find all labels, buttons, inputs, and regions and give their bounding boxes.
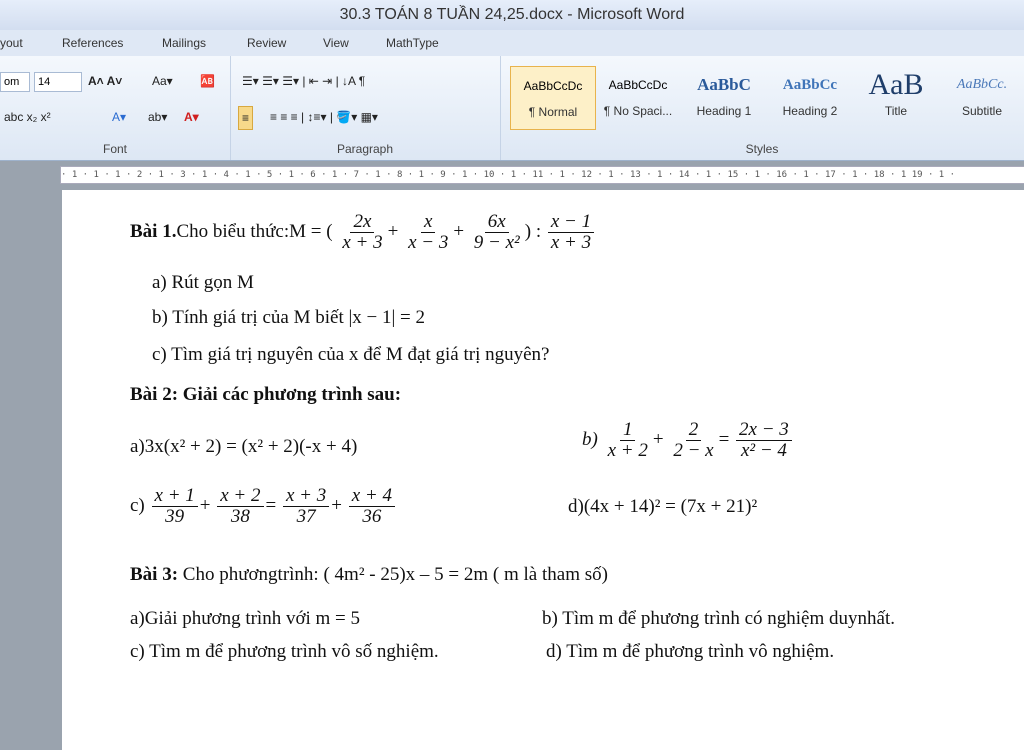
tab-mathtype[interactable]: MathType [386, 36, 439, 50]
styles-group [500, 56, 1024, 160]
bai3-line [130, 564, 608, 586]
fraction: $\frac{2x - 3}{\text{x² − 4}}$ [736, 420, 792, 461]
bai2-c: c) $\frac{x + 1}{39}$ + $\frac{x + 2}{38}$ = $\frac{x + 3}{37}$ + $\frac{x + 4}{36}$ [130, 486, 397, 527]
change-case-button[interactable]: Aa▾ [152, 74, 173, 88]
fraction: $\frac{x}{x - 3}$ [408, 211, 449, 253]
bai1-line: Bài 1.Cho biểu thức:M = ( $\frac{2x}{x + 3}$ + $\frac{x}{x - 3}$ + $\frac{6x}{\text{9 − x²}}$ ) : $\frac{x - 1}{x + 3}$ [130, 212, 596, 253]
bai3-c: c) Tìm m để phương trình vô số nghiệm. [130, 641, 439, 662]
tab-mailings[interactable]: Mailings [162, 36, 207, 50]
fraction: $\frac{2x}{x + 3}$ [342, 211, 383, 253]
horizontal-ruler[interactable]: · 1 · 1 · 1 · 2 · 1 · 3 · 1 · 4 · 1 · 5 · 1 · 6 · 1 · 7 · 1 · 8 · 1 · 9 · 1 · 10 · 1 · 11 · 1 · 12 · 1 · 13 · 1 · 14 · 1 · 15 · 1 · 16 · 1 · 17 · 1 · 18 · 1 19 · 1 · [60, 166, 1024, 184]
strikethrough-button[interactable]: abc x₂ x² [4, 110, 51, 124]
ribbon [0, 56, 1024, 161]
bai1-c: c) Tìm giá trị nguyên của x để M đạt giá trị nguyên? [152, 344, 550, 365]
style-normal[interactable]: AaBbCcDc ¶ Normal [510, 66, 596, 130]
fraction: $\frac{6x}{\text{9 − x²}}$ [473, 211, 520, 253]
fraction: $\frac{1}{x + 2}$ [607, 419, 648, 461]
style-title[interactable]: AaB Title [868, 68, 924, 118]
styles-group-label: Styles [745, 142, 779, 156]
bullets-icon[interactable]: ☰▾ ☰▾ ☰▾ | ⇤ ⇥ | ↓A ¶ [242, 74, 366, 88]
fraction: $\frac{x - 1}{x + 3}$ [548, 212, 594, 253]
bai1-text: Cho biểu thức:M = ( [176, 220, 333, 242]
clear-format-icon[interactable]: 🆎 [200, 74, 215, 88]
font-color-icon[interactable]: A▾ [184, 110, 199, 124]
bai3-b: b) Tìm m để phương trình có nghiệm duynhất. [542, 608, 895, 629]
tab-view[interactable]: View [323, 36, 349, 50]
bai2-a: a)3x(x² + 2) = (x² + 2)(-x + 4) [130, 436, 358, 457]
tab-layout[interactable]: yout [0, 36, 23, 50]
align-center-icon[interactable]: ≡ ≡ ≡ | ↕≡▾ | 🪣▾ ▦▾ [270, 110, 378, 124]
font-name-box[interactable]: om [0, 72, 30, 92]
bai3-a: a)Giải phương trình với m = 5 [130, 608, 361, 629]
bai2-d: d)(4x + 14)² = (7x + 21)² [568, 496, 758, 517]
bai3-text: Cho phươngtrình: ( 4m² - 25)x – 5 = 2m ( m là tham số) [182, 564, 608, 585]
highlight-icon[interactable]: ab▾ [148, 110, 168, 124]
fraction: $\frac{x + 2}{38}$ [217, 486, 263, 527]
text-effects-icon[interactable]: A▾ [112, 110, 127, 124]
style-heading-1[interactable]: AaBbC Heading 1 [696, 75, 752, 118]
tab-review[interactable]: Review [247, 36, 287, 50]
bai2-title: Bài 2: Giải các phương trình sau: [130, 384, 402, 405]
bai3-d: d) Tìm m để phương trình vô nghiệm. [546, 641, 835, 662]
tab-references[interactable]: References [62, 36, 124, 50]
style-no-spacing[interactable]: AaBbCcDc ¶ No Spaci... [603, 78, 673, 118]
bai2-b: b) $\frac{1}{x + 2}$ + $\frac{2}{2 - x}$ = $\frac{2x - 3}{\text{x² − 4}}$ [582, 420, 794, 461]
grow-font-button[interactable]: A˄ A˅ [88, 74, 123, 88]
font-group [0, 56, 231, 160]
bai1-title: Bài 1. [130, 220, 177, 242]
font-group-label: Font [102, 142, 127, 156]
fraction: $\frac{2}{2 - x}$ [673, 419, 714, 461]
fraction: $\frac{x + 1}{39}$ [152, 486, 198, 527]
ribbon-tabs [0, 30, 1024, 56]
document-page[interactable] [62, 190, 1024, 750]
bai1-b: b) Tính giá trị của M biết |x − 1| = 2 [152, 307, 426, 328]
align-left-icon[interactable]: ≡ [238, 106, 253, 130]
bai3-title: Bài 3: [130, 564, 179, 585]
bai1-a: a) Rút gọn M [152, 272, 254, 293]
paragraph-group-label: Paragraph [336, 142, 394, 156]
style-subtitle[interactable]: AaBbCc. Subtitle [956, 77, 1008, 118]
window-title: 30.3 TOÁN 8 TUẦN 24,25.docx - Microsoft Word [0, 0, 1024, 30]
fraction: $\frac{x + 4}{36}$ [349, 486, 395, 527]
fraction: $\frac{x + 3}{37}$ [283, 486, 329, 527]
font-size-box[interactable]: 14 [34, 72, 82, 92]
paragraph-group [230, 56, 501, 160]
style-heading-2[interactable]: AaBbCc Heading 2 [782, 77, 838, 118]
